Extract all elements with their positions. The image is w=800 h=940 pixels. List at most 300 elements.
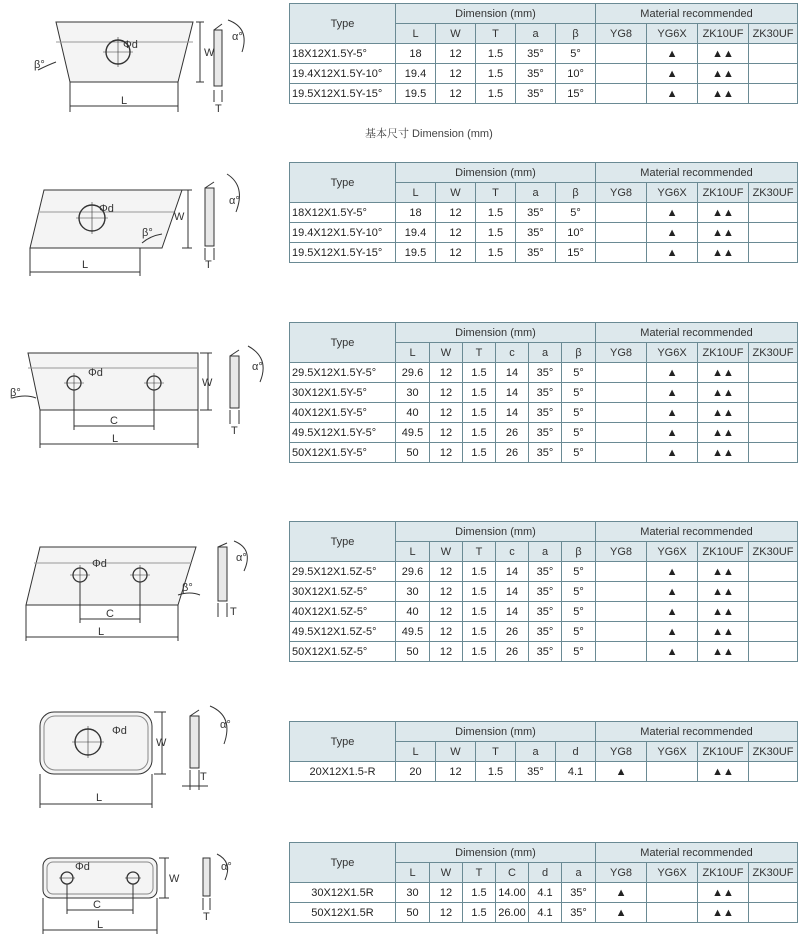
drawing-4-label-phi-d: Φd	[92, 558, 107, 570]
dim-col-header: d	[529, 863, 562, 883]
material-cell: ▲▲	[698, 562, 749, 582]
drawing-6-label-phi-d: Φd	[75, 861, 90, 873]
dim-cell: 5°	[562, 443, 596, 463]
material-header: Material recommended	[596, 4, 798, 24]
drawing-3-label-beta: β°	[10, 387, 21, 399]
dim-cell: 20	[396, 762, 436, 782]
table-row	[290, 84, 798, 104]
material-cell	[749, 383, 798, 403]
dim-cell: 1.5	[463, 642, 496, 662]
table-row	[290, 903, 798, 923]
dim-cell: 35°	[516, 64, 556, 84]
material-col-header: YG8	[596, 542, 647, 562]
material-header: Material recommended	[596, 323, 798, 343]
drawing-1-label-l: L	[121, 95, 128, 107]
material-cell	[596, 84, 647, 104]
material-cell: ▲▲	[698, 363, 749, 383]
dim-cell: 35°	[516, 243, 556, 263]
dim-cell: 35°	[516, 84, 556, 104]
material-col-header: ZK30UF	[749, 863, 798, 883]
material-col-header: ZK30UF	[749, 24, 798, 44]
dim-col-header: d	[556, 742, 596, 762]
material-cell: ▲	[647, 64, 698, 84]
table-row	[290, 562, 798, 582]
dim-cell: 1.5	[476, 64, 516, 84]
dim-cell: 5°	[562, 363, 596, 383]
dim-col-header: C	[496, 863, 529, 883]
dim-col-header: a	[562, 863, 596, 883]
dim-col-header: β	[562, 343, 596, 363]
drawing-3-label-alpha: α°	[252, 361, 263, 373]
material-cell	[596, 582, 647, 602]
type-header: Type	[290, 722, 396, 762]
material-col-header: ZK10UF	[698, 24, 749, 44]
type-cell: 49.5X12X1.5Y-5°	[290, 423, 396, 443]
material-cell: ▲	[647, 443, 698, 463]
material-cell	[596, 363, 647, 383]
dim-cell: 1.5	[463, 423, 496, 443]
material-col-header: YG6X	[647, 24, 698, 44]
material-cell: ▲▲	[698, 762, 749, 782]
dim-cell: 35°	[516, 223, 556, 243]
dimension-header: Dimension (mm)	[396, 163, 596, 183]
dim-cell: 14	[496, 403, 529, 423]
material-cell	[596, 383, 647, 403]
material-cell: ▲	[596, 762, 647, 782]
insert-drawing-1	[28, 10, 263, 115]
dim-cell: 35°	[529, 423, 562, 443]
dim-cell: 35°	[529, 582, 562, 602]
material-cell	[596, 44, 647, 64]
table-row	[290, 203, 798, 223]
type-header: Type	[290, 323, 396, 363]
dim-cell: 12	[430, 423, 463, 443]
drawing-3-label-w: W	[202, 377, 213, 389]
material-cell	[749, 883, 798, 903]
dim-col-header: W	[430, 343, 463, 363]
dim-cell: 35°	[529, 383, 562, 403]
dim-cell: 35°	[529, 403, 562, 423]
dim-cell: 12	[436, 203, 476, 223]
dim-cell: 12	[430, 383, 463, 403]
dim-col-header: c	[496, 542, 529, 562]
dim-cell: 14.00	[496, 883, 529, 903]
drawing-5-label-l: L	[96, 792, 103, 804]
spec-table-5	[289, 721, 798, 782]
dim-cell: 5°	[562, 582, 596, 602]
dimension-header: Dimension (mm)	[396, 843, 596, 863]
drawing-4-label-t: T	[230, 606, 237, 618]
drawing-6-label-w: W	[169, 873, 180, 885]
material-col-header: ZK30UF	[749, 742, 798, 762]
dim-cell: 15°	[556, 84, 596, 104]
drawing-2-label-w: W	[174, 211, 185, 223]
table-row	[290, 423, 798, 443]
dim-col-header: T	[463, 863, 496, 883]
dim-cell: 1.5	[463, 443, 496, 463]
dim-cell: 30	[396, 383, 430, 403]
dim-col-header: c	[496, 343, 529, 363]
material-cell: ▲▲	[698, 203, 749, 223]
dim-cell: 1.5	[463, 562, 496, 582]
dim-cell: 5°	[562, 403, 596, 423]
drawing-2-label-t: T	[205, 259, 212, 271]
material-col-header: ZK30UF	[749, 183, 798, 203]
material-col-header: ZK10UF	[698, 863, 749, 883]
type-cell: 50X12X1.5R	[290, 903, 396, 923]
dim-col-header: L	[396, 863, 430, 883]
drawing-6-label-alpha: α°	[221, 861, 232, 873]
dim-col-header: T	[476, 24, 516, 44]
material-cell: ▲▲	[698, 383, 749, 403]
material-cell	[647, 883, 698, 903]
dim-cell: 12	[436, 44, 476, 64]
dim-col-header: a	[529, 343, 562, 363]
dim-cell: 5°	[562, 562, 596, 582]
type-cell: 18X12X1.5Y-5°	[290, 44, 396, 64]
dim-cell: 26	[496, 642, 529, 662]
drawing-6-label-t: T	[203, 911, 210, 923]
material-cell	[596, 423, 647, 443]
dim-cell: 12	[430, 403, 463, 423]
table-row	[290, 383, 798, 403]
dim-cell: 1.5	[463, 363, 496, 383]
dim-col-header: W	[436, 183, 476, 203]
material-cell: ▲▲	[698, 44, 749, 64]
table-row	[290, 582, 798, 602]
dim-cell: 15°	[556, 243, 596, 263]
drawing-1-label-w: W	[204, 47, 215, 59]
spec-table-6	[289, 842, 798, 923]
material-cell	[596, 443, 647, 463]
dim-cell: 12	[430, 562, 463, 582]
dim-cell: 40	[396, 602, 430, 622]
material-header: Material recommended	[596, 522, 798, 542]
material-col-header: YG8	[596, 183, 647, 203]
dim-col-header: β	[556, 183, 596, 203]
material-cell: ▲	[647, 423, 698, 443]
material-cell: ▲▲	[698, 223, 749, 243]
dim-cell: 49.5	[396, 423, 430, 443]
material-cell	[749, 44, 798, 64]
material-col-header: ZK30UF	[749, 343, 798, 363]
material-cell: ▲	[647, 403, 698, 423]
material-cell: ▲▲	[698, 903, 749, 923]
dim-col-header: W	[436, 24, 476, 44]
type-header: Type	[290, 4, 396, 44]
material-cell: ▲▲	[698, 403, 749, 423]
insert-drawing-3	[8, 338, 283, 453]
material-cell: ▲▲	[698, 582, 749, 602]
material-col-header: YG6X	[647, 183, 698, 203]
material-cell: ▲	[647, 642, 698, 662]
drawing-2-label-phi-d: Φd	[99, 203, 114, 215]
dim-cell: 12	[436, 243, 476, 263]
table-row	[290, 403, 798, 423]
dim-cell: 12	[436, 762, 476, 782]
material-cell	[647, 903, 698, 923]
material-col-header: ZK10UF	[698, 343, 749, 363]
dim-col-header: L	[396, 742, 436, 762]
material-cell	[749, 363, 798, 383]
material-cell	[749, 642, 798, 662]
dim-cell: 50	[396, 903, 430, 923]
material-cell: ▲	[647, 582, 698, 602]
material-cell	[596, 622, 647, 642]
material-cell	[749, 203, 798, 223]
dim-col-header: a	[529, 542, 562, 562]
dim-cell: 50	[396, 642, 430, 662]
material-col-header: YG6X	[647, 742, 698, 762]
dim-cell: 4.1	[529, 903, 562, 923]
material-col-header: ZK10UF	[698, 742, 749, 762]
type-cell: 30X12X1.5Y-5°	[290, 383, 396, 403]
spec-table-2	[289, 162, 798, 263]
material-col-header: YG8	[596, 24, 647, 44]
material-cell	[596, 64, 647, 84]
material-cell	[749, 903, 798, 923]
material-cell	[596, 203, 647, 223]
material-cell	[749, 582, 798, 602]
type-cell: 29.5X12X1.5Z-5°	[290, 562, 396, 582]
table-row	[290, 223, 798, 243]
dim-cell: 12	[430, 363, 463, 383]
material-col-header: YG6X	[647, 863, 698, 883]
table-row	[290, 642, 798, 662]
material-col-header: YG8	[596, 742, 647, 762]
dim-col-header: T	[463, 343, 496, 363]
dim-cell: 1.5	[476, 762, 516, 782]
drawing-6-label-l: L	[97, 919, 104, 931]
material-cell: ▲	[647, 44, 698, 64]
material-cell	[749, 423, 798, 443]
dim-col-header: L	[396, 343, 430, 363]
dim-cell: 1.5	[463, 602, 496, 622]
type-cell: 19.4X12X1.5Y-10°	[290, 223, 396, 243]
material-header: Material recommended	[596, 163, 798, 183]
material-col-header: ZK10UF	[698, 542, 749, 562]
dim-cell: 18	[396, 203, 436, 223]
dim-cell: 12	[430, 582, 463, 602]
material-header: Material recommended	[596, 843, 798, 863]
dim-cell: 35°	[529, 622, 562, 642]
dim-cell: 19.4	[396, 64, 436, 84]
dim-cell: 5°	[562, 642, 596, 662]
drawing-1-label-alpha: α°	[232, 31, 243, 43]
dim-cell: 49.5	[396, 622, 430, 642]
dim-cell: 30	[396, 883, 430, 903]
dim-cell: 5°	[562, 383, 596, 403]
drawing-3-label-phi-d: Φd	[88, 367, 103, 379]
insert-drawing-5	[30, 700, 260, 812]
type-cell: 19.4X12X1.5Y-10°	[290, 64, 396, 84]
table-row	[290, 602, 798, 622]
material-cell: ▲▲	[698, 243, 749, 263]
dim-cell: 18	[396, 44, 436, 64]
type-cell: 50X12X1.5Y-5°	[290, 443, 396, 463]
dimension-header: Dimension (mm)	[396, 522, 596, 542]
spec-table-1	[289, 3, 798, 104]
spec-table-4	[289, 521, 798, 662]
dimension-header: Dimension (mm)	[396, 323, 596, 343]
dim-cell: 35°	[529, 443, 562, 463]
dim-cell: 35°	[562, 883, 596, 903]
dim-cell: 50	[396, 443, 430, 463]
dim-cell: 5°	[562, 602, 596, 622]
dim-cell: 29.6	[396, 562, 430, 582]
material-col-header: YG8	[596, 863, 647, 883]
dim-cell: 40	[396, 403, 430, 423]
drawing-3-label-l: L	[112, 433, 119, 445]
table-row	[290, 883, 798, 903]
drawing-5-label-phi-d: Φd	[112, 725, 127, 737]
dim-cell: 12	[430, 883, 463, 903]
dimension-caption: 基本尺寸 Dimension (mm)	[365, 128, 493, 140]
type-header: Type	[290, 843, 396, 883]
dim-cell: 5°	[562, 622, 596, 642]
dim-cell: 5°	[562, 423, 596, 443]
dim-cell: 12	[436, 84, 476, 104]
material-cell: ▲▲	[698, 64, 749, 84]
material-cell	[749, 223, 798, 243]
dim-cell: 14	[496, 582, 529, 602]
dim-col-header: T	[476, 183, 516, 203]
dim-cell: 35°	[516, 203, 556, 223]
dim-col-header: L	[396, 24, 436, 44]
dim-cell: 10°	[556, 223, 596, 243]
dim-cell: 12	[430, 622, 463, 642]
material-cell	[749, 64, 798, 84]
dim-cell: 35°	[529, 363, 562, 383]
dim-col-header: W	[430, 542, 463, 562]
dim-cell: 26	[496, 622, 529, 642]
material-cell	[596, 562, 647, 582]
table-row	[290, 762, 798, 782]
dim-cell: 1.5	[463, 383, 496, 403]
type-cell: 30X12X1.5R	[290, 883, 396, 903]
material-col-header: YG6X	[647, 542, 698, 562]
dim-cell: 26	[496, 423, 529, 443]
dim-cell: 12	[430, 903, 463, 923]
material-cell: ▲	[647, 363, 698, 383]
material-cell	[596, 243, 647, 263]
table-row	[290, 443, 798, 463]
dim-cell: 14	[496, 602, 529, 622]
dim-col-header: L	[396, 183, 436, 203]
dim-cell: 1.5	[476, 223, 516, 243]
dim-col-header: W	[430, 863, 463, 883]
drawing-4-label-alpha: α°	[236, 552, 247, 564]
material-cell: ▲▲	[698, 883, 749, 903]
dim-col-header: β	[562, 542, 596, 562]
dim-cell: 30	[396, 582, 430, 602]
material-cell: ▲	[647, 562, 698, 582]
dim-cell: 26	[496, 443, 529, 463]
material-col-header: ZK10UF	[698, 183, 749, 203]
dim-cell: 1.5	[463, 403, 496, 423]
dim-cell: 1.5	[476, 243, 516, 263]
dim-col-header: W	[436, 742, 476, 762]
dim-cell: 35°	[529, 562, 562, 582]
dim-cell: 4.1	[556, 762, 596, 782]
drawing-1-label-phi-d: Φd	[123, 39, 138, 51]
dim-cell: 12	[430, 443, 463, 463]
table-row	[290, 243, 798, 263]
insert-drawing-6	[35, 848, 245, 938]
type-cell: 50X12X1.5Z-5°	[290, 642, 396, 662]
material-cell: ▲▲	[698, 84, 749, 104]
dim-cell: 14	[496, 562, 529, 582]
type-cell: 49.5X12X1.5Z-5°	[290, 622, 396, 642]
material-cell	[596, 403, 647, 423]
dim-col-header: T	[476, 742, 516, 762]
dim-cell: 1.5	[476, 84, 516, 104]
type-cell: 40X12X1.5Y-5°	[290, 403, 396, 423]
type-cell: 19.5X12X1.5Y-15°	[290, 243, 396, 263]
material-cell	[749, 243, 798, 263]
material-cell	[749, 602, 798, 622]
dim-cell: 14	[496, 363, 529, 383]
dim-col-header: T	[463, 542, 496, 562]
material-cell	[749, 443, 798, 463]
material-cell: ▲	[596, 903, 647, 923]
type-cell: 40X12X1.5Z-5°	[290, 602, 396, 622]
material-cell: ▲▲	[698, 642, 749, 662]
material-col-header: YG6X	[647, 343, 698, 363]
drawing-1-label-t: T	[215, 103, 222, 115]
dim-col-header: a	[516, 24, 556, 44]
material-cell: ▲	[596, 883, 647, 903]
drawing-2-label-alpha: α°	[229, 195, 240, 207]
drawing-5-label-w: W	[156, 737, 167, 749]
material-cell	[647, 762, 698, 782]
material-cell: ▲	[647, 243, 698, 263]
type-cell: 18X12X1.5Y-5°	[290, 203, 396, 223]
material-cell	[749, 562, 798, 582]
material-cell	[749, 84, 798, 104]
dim-cell: 12	[430, 602, 463, 622]
material-cell	[749, 762, 798, 782]
material-cell: ▲▲	[698, 443, 749, 463]
dim-cell: 5°	[556, 203, 596, 223]
dim-cell: 12	[430, 642, 463, 662]
dim-cell: 35°	[562, 903, 596, 923]
table-row	[290, 64, 798, 84]
dimension-header: Dimension (mm)	[396, 722, 596, 742]
drawing-1-label-beta: β°	[34, 59, 45, 71]
material-cell	[749, 622, 798, 642]
dim-cell: 1.5	[463, 903, 496, 923]
dim-cell: 26.00	[496, 903, 529, 923]
type-cell: 20X12X1.5-R	[290, 762, 396, 782]
insert-drawing-2	[22, 168, 257, 278]
material-cell: ▲	[647, 602, 698, 622]
material-cell: ▲	[647, 203, 698, 223]
dim-cell: 10°	[556, 64, 596, 84]
insert-drawing-4	[18, 535, 258, 650]
material-cell: ▲▲	[698, 602, 749, 622]
type-cell: 29.5X12X1.5Y-5°	[290, 363, 396, 383]
dimension-header: Dimension (mm)	[396, 4, 596, 24]
type-header: Type	[290, 522, 396, 562]
table-row	[290, 622, 798, 642]
dim-col-header: L	[396, 542, 430, 562]
material-cell: ▲	[647, 84, 698, 104]
drawing-5-label-alpha: α°	[220, 719, 231, 731]
material-cell	[596, 642, 647, 662]
dim-cell: 35°	[529, 642, 562, 662]
dim-cell: 35°	[516, 44, 556, 64]
